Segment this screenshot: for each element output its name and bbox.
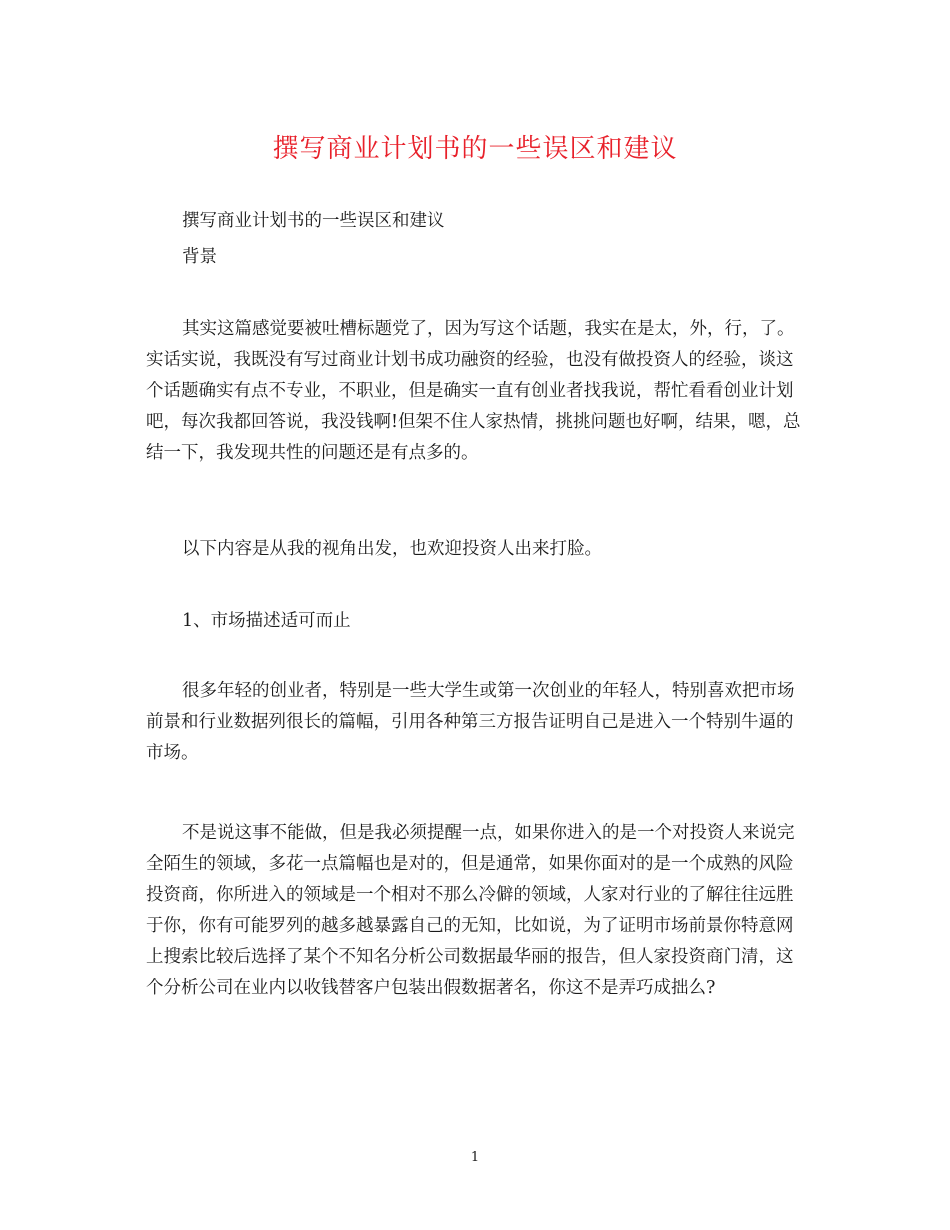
- page-number: 1: [470, 1150, 480, 1165]
- paragraph-perspective: 以下内容是从我的视角出发，也欢迎投资人出来打脸。: [182, 539, 602, 559]
- background-label: 背景: [182, 247, 217, 267]
- paragraph-market-warning: 不是说这事不能做，但是我必须提醒一点，如果你进入的是一个对投资人来说完全陌生的领域，多花一点篇幅也是对的，但是通常，如果你面对的是一个成熟的风险投资商，你所进入的领域是一个相对不那么冷僻的领域，人家对行业的了解往往远胜于你，你有可能罗列的越多越暴露自己的无知，比如说，为了证明市场前景你特意网上搜索比较后选择了某个不知名分析公司数据最华丽的报告，但人家投资商门清，这个分析公司在业内以收钱替客户包装出假数据著名，你这不是弄巧成拙么?: [146, 823, 795, 998]
- paragraph-market-description: 很多年轻的创业者，特别是一些大学生或第一次创业的年轻人，特别喜欢把市场前景和行业数据列很长的篇幅，引用各种第三方报告证明自己是进入一个特别牛逼的市场。: [146, 681, 795, 763]
- section-heading-market: 1、市场描述适可而止: [182, 611, 351, 631]
- document-title: 撰写商业计划书的一些误区和建议: [272, 134, 678, 164]
- paragraph-intro: 其实这篇感觉要被吐槽标题党了，因为写这个话题，我实在是太，外，行，了。 实话实说，我既没有写过商业计划书成功融资的经验，也没有做投资人的经验，谈这个话题确实有点不专业，不职业，但是确实一直有创业者找我说，帮忙看看创业计划吧，每次我都回答说，我没钱啊!但架不住人家热情，挑挑问题也好啊，结果，嗯，总结一下，我发现共性的问题还是有点多的。: [146, 319, 801, 463]
- subtitle-line: 撰写商业计划书的一些误区和建议: [182, 211, 445, 231]
